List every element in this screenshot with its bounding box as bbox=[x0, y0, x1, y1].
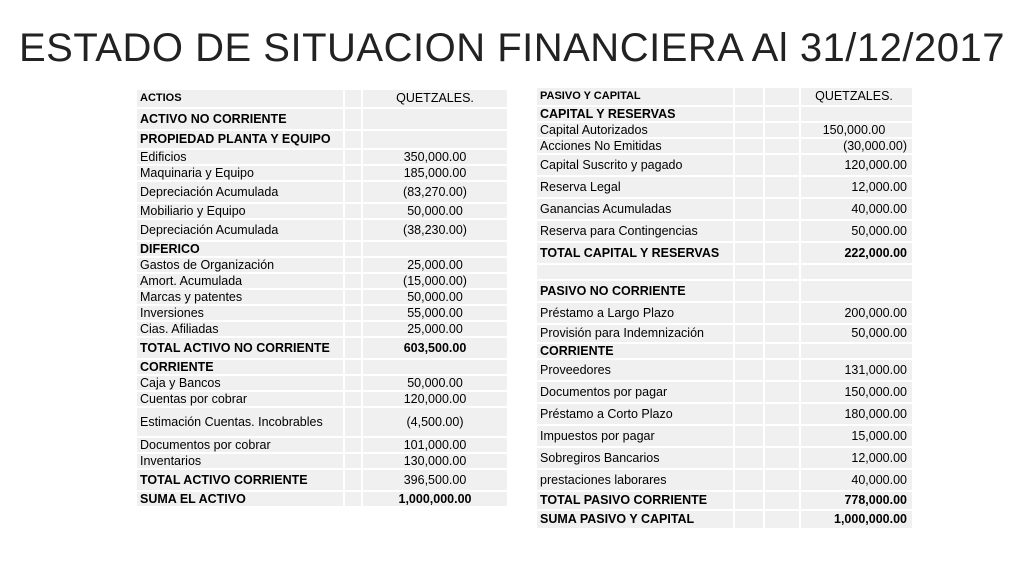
row-label: PROPIEDAD PLANTA Y EQUIPO bbox=[137, 131, 343, 148]
table-row bbox=[537, 382, 912, 402]
table-row bbox=[537, 107, 912, 121]
activo-header-row bbox=[137, 90, 507, 107]
row-label: DIFERICO bbox=[137, 242, 343, 256]
row-label: Documentos por cobrar bbox=[137, 438, 343, 452]
row-value: 778,000.00 bbox=[799, 492, 912, 509]
row-label bbox=[537, 265, 733, 279]
row-value: 120,000.00 bbox=[799, 155, 912, 175]
row-label: TOTAL CAPITAL Y RESERVAS bbox=[537, 243, 733, 263]
row-label: SUMA PASIVO Y CAPITAL bbox=[537, 511, 733, 528]
pasivo-capital-table bbox=[537, 86, 912, 530]
row-label: ACTIVO NO CORRIENTE bbox=[137, 109, 343, 129]
row-label: Depreciación Acumulada bbox=[137, 220, 343, 240]
row-value: 396,500.00 bbox=[361, 470, 507, 490]
page-title: ESTADO DE SITUACION FINANCIERA Al 31/12/2017 bbox=[18, 26, 1006, 70]
table-row bbox=[137, 204, 507, 218]
row-value: 12,000.00 bbox=[799, 177, 912, 197]
table-row bbox=[137, 258, 507, 272]
table-row bbox=[137, 220, 507, 240]
row-value: (15,000.00) bbox=[361, 274, 507, 288]
table-row bbox=[137, 470, 507, 490]
row-value bbox=[361, 360, 507, 374]
table-row bbox=[537, 281, 912, 301]
table-row bbox=[537, 404, 912, 424]
table-row bbox=[137, 376, 507, 390]
table-row bbox=[137, 109, 507, 129]
row-value: 50,000.00 bbox=[799, 221, 912, 241]
row-value: 120,000.00 bbox=[361, 392, 507, 406]
row-label: CAPITAL Y RESERVAS bbox=[537, 107, 733, 121]
table-row bbox=[537, 155, 912, 175]
table-row bbox=[537, 360, 912, 380]
row-label: SUMA EL ACTIVO bbox=[137, 492, 343, 506]
table-row bbox=[537, 139, 912, 153]
table-row bbox=[137, 274, 507, 288]
table-row bbox=[537, 303, 912, 323]
row-value bbox=[361, 131, 507, 148]
table-row bbox=[137, 454, 507, 468]
pasivo-header-row bbox=[537, 88, 912, 105]
row-label: CORRIENTE bbox=[137, 360, 343, 374]
row-label: Caja y Bancos bbox=[137, 376, 343, 390]
table-row bbox=[137, 360, 507, 374]
row-label: Gastos de Organización bbox=[137, 258, 343, 272]
table-row bbox=[537, 470, 912, 490]
row-value: 603,500.00 bbox=[361, 338, 507, 358]
row-value: 50,000.00 bbox=[361, 204, 507, 218]
row-value: 25,000.00 bbox=[361, 322, 507, 336]
table-row bbox=[537, 265, 912, 279]
table-row bbox=[537, 325, 912, 342]
table-row bbox=[537, 426, 912, 446]
table-row bbox=[537, 243, 912, 263]
table-row bbox=[137, 306, 507, 320]
table-row bbox=[137, 166, 507, 180]
activo-table bbox=[137, 88, 507, 508]
row-label: TOTAL ACTIVO NO CORRIENTE bbox=[137, 338, 343, 358]
row-label: Depreciación Acumulada bbox=[137, 182, 343, 202]
table-row bbox=[137, 492, 507, 506]
row-label: TOTAL PASIVO CORRIENTE bbox=[537, 492, 733, 509]
row-value: 101,000.00 bbox=[361, 438, 507, 452]
row-label: Capital Autorizados bbox=[537, 123, 733, 137]
row-label: Capital Suscrito y pagado bbox=[537, 155, 733, 175]
row-value: 222,000.00 bbox=[799, 243, 912, 263]
table-row bbox=[137, 408, 507, 436]
row-value: 50,000.00 bbox=[361, 376, 507, 390]
row-value bbox=[799, 344, 912, 358]
row-value: 1,000,000.00 bbox=[361, 492, 507, 506]
row-value: (4,500.00) bbox=[361, 408, 507, 436]
row-label: Marcas y patentes bbox=[137, 290, 343, 304]
pasivo-header-currency: QUETZALES. bbox=[799, 88, 912, 105]
row-value: 185,000.00 bbox=[361, 166, 507, 180]
table-row bbox=[137, 438, 507, 452]
row-value: 12,000.00 bbox=[799, 448, 912, 468]
row-label: Mobiliario y Equipo bbox=[137, 204, 343, 218]
row-label: Maquinaria y Equipo bbox=[137, 166, 343, 180]
row-label: Préstamo a Largo Plazo bbox=[537, 303, 733, 323]
row-label: Documentos por pagar bbox=[537, 382, 733, 402]
row-label: Impuestos por pagar bbox=[537, 426, 733, 446]
table-row bbox=[537, 344, 912, 358]
row-value: 131,000.00 bbox=[799, 360, 912, 380]
table-row bbox=[137, 131, 507, 148]
table-row bbox=[137, 322, 507, 336]
row-label: Reserva Legal bbox=[537, 177, 733, 197]
table-row bbox=[137, 182, 507, 202]
row-label: Reserva para Contingencias bbox=[537, 221, 733, 241]
row-label: Cias. Afiliadas bbox=[137, 322, 343, 336]
row-value: 200,000.00 bbox=[799, 303, 912, 323]
pasivo-header-label: PASIVO Y CAPITAL bbox=[537, 88, 733, 105]
row-label: Préstamo a Corto Plazo bbox=[537, 404, 733, 424]
row-value bbox=[361, 242, 507, 256]
row-label: Sobregiros Bancarios bbox=[537, 448, 733, 468]
row-label: Proveedores bbox=[537, 360, 733, 380]
row-label: prestaciones laborares bbox=[537, 470, 733, 490]
table-row bbox=[137, 242, 507, 256]
row-label: PASIVO NO CORRIENTE bbox=[537, 281, 733, 301]
row-label: Acciones No Emitidas bbox=[537, 139, 733, 153]
row-label: Ganancias Acumuladas bbox=[537, 199, 733, 219]
row-label: CORRIENTE bbox=[537, 344, 733, 358]
table-row bbox=[537, 511, 912, 528]
row-value: 180,000.00 bbox=[799, 404, 912, 424]
row-value: (30,000.00) bbox=[799, 139, 912, 153]
row-label: Estimación Cuentas. Incobrables bbox=[137, 408, 343, 436]
table-row bbox=[537, 199, 912, 219]
row-value: (38,230.00) bbox=[361, 220, 507, 240]
row-value: 150,000.00 bbox=[799, 123, 912, 137]
row-value: 150,000.00 bbox=[799, 382, 912, 402]
row-value: 50,000.00 bbox=[799, 325, 912, 342]
row-value: 55,000.00 bbox=[361, 306, 507, 320]
row-label: TOTAL ACTIVO CORRIENTE bbox=[137, 470, 343, 490]
row-value bbox=[799, 265, 912, 279]
row-value: 40,000.00 bbox=[799, 470, 912, 490]
row-label: Provisión para Indemnización bbox=[537, 325, 733, 342]
table-row bbox=[537, 221, 912, 241]
row-label: Inversiones bbox=[137, 306, 343, 320]
row-value: 1,000,000.00 bbox=[799, 511, 912, 528]
activo-header-currency: QUETZALES. bbox=[361, 90, 507, 107]
row-label: Amort. Acumulada bbox=[137, 274, 343, 288]
table-row bbox=[137, 392, 507, 406]
row-label: Cuentas por cobrar bbox=[137, 392, 343, 406]
row-value: 350,000.00 bbox=[361, 150, 507, 164]
table-row bbox=[537, 492, 912, 509]
row-label: Inventarios bbox=[137, 454, 343, 468]
row-value: (83,270.00) bbox=[361, 182, 507, 202]
table-row bbox=[137, 338, 507, 358]
row-value: 130,000.00 bbox=[361, 454, 507, 468]
row-value bbox=[799, 281, 912, 301]
row-value bbox=[799, 107, 912, 121]
row-value: 50,000.00 bbox=[361, 290, 507, 304]
row-value bbox=[361, 109, 507, 129]
activo-header-label: ACTIOS bbox=[137, 90, 343, 107]
table-row bbox=[537, 123, 912, 137]
table-row bbox=[137, 150, 507, 164]
table-row bbox=[537, 177, 912, 197]
row-value: 25,000.00 bbox=[361, 258, 507, 272]
row-label: Edificios bbox=[137, 150, 343, 164]
row-value: 40,000.00 bbox=[799, 199, 912, 219]
table-row bbox=[137, 290, 507, 304]
table-row bbox=[537, 448, 912, 468]
row-value: 15,000.00 bbox=[799, 426, 912, 446]
